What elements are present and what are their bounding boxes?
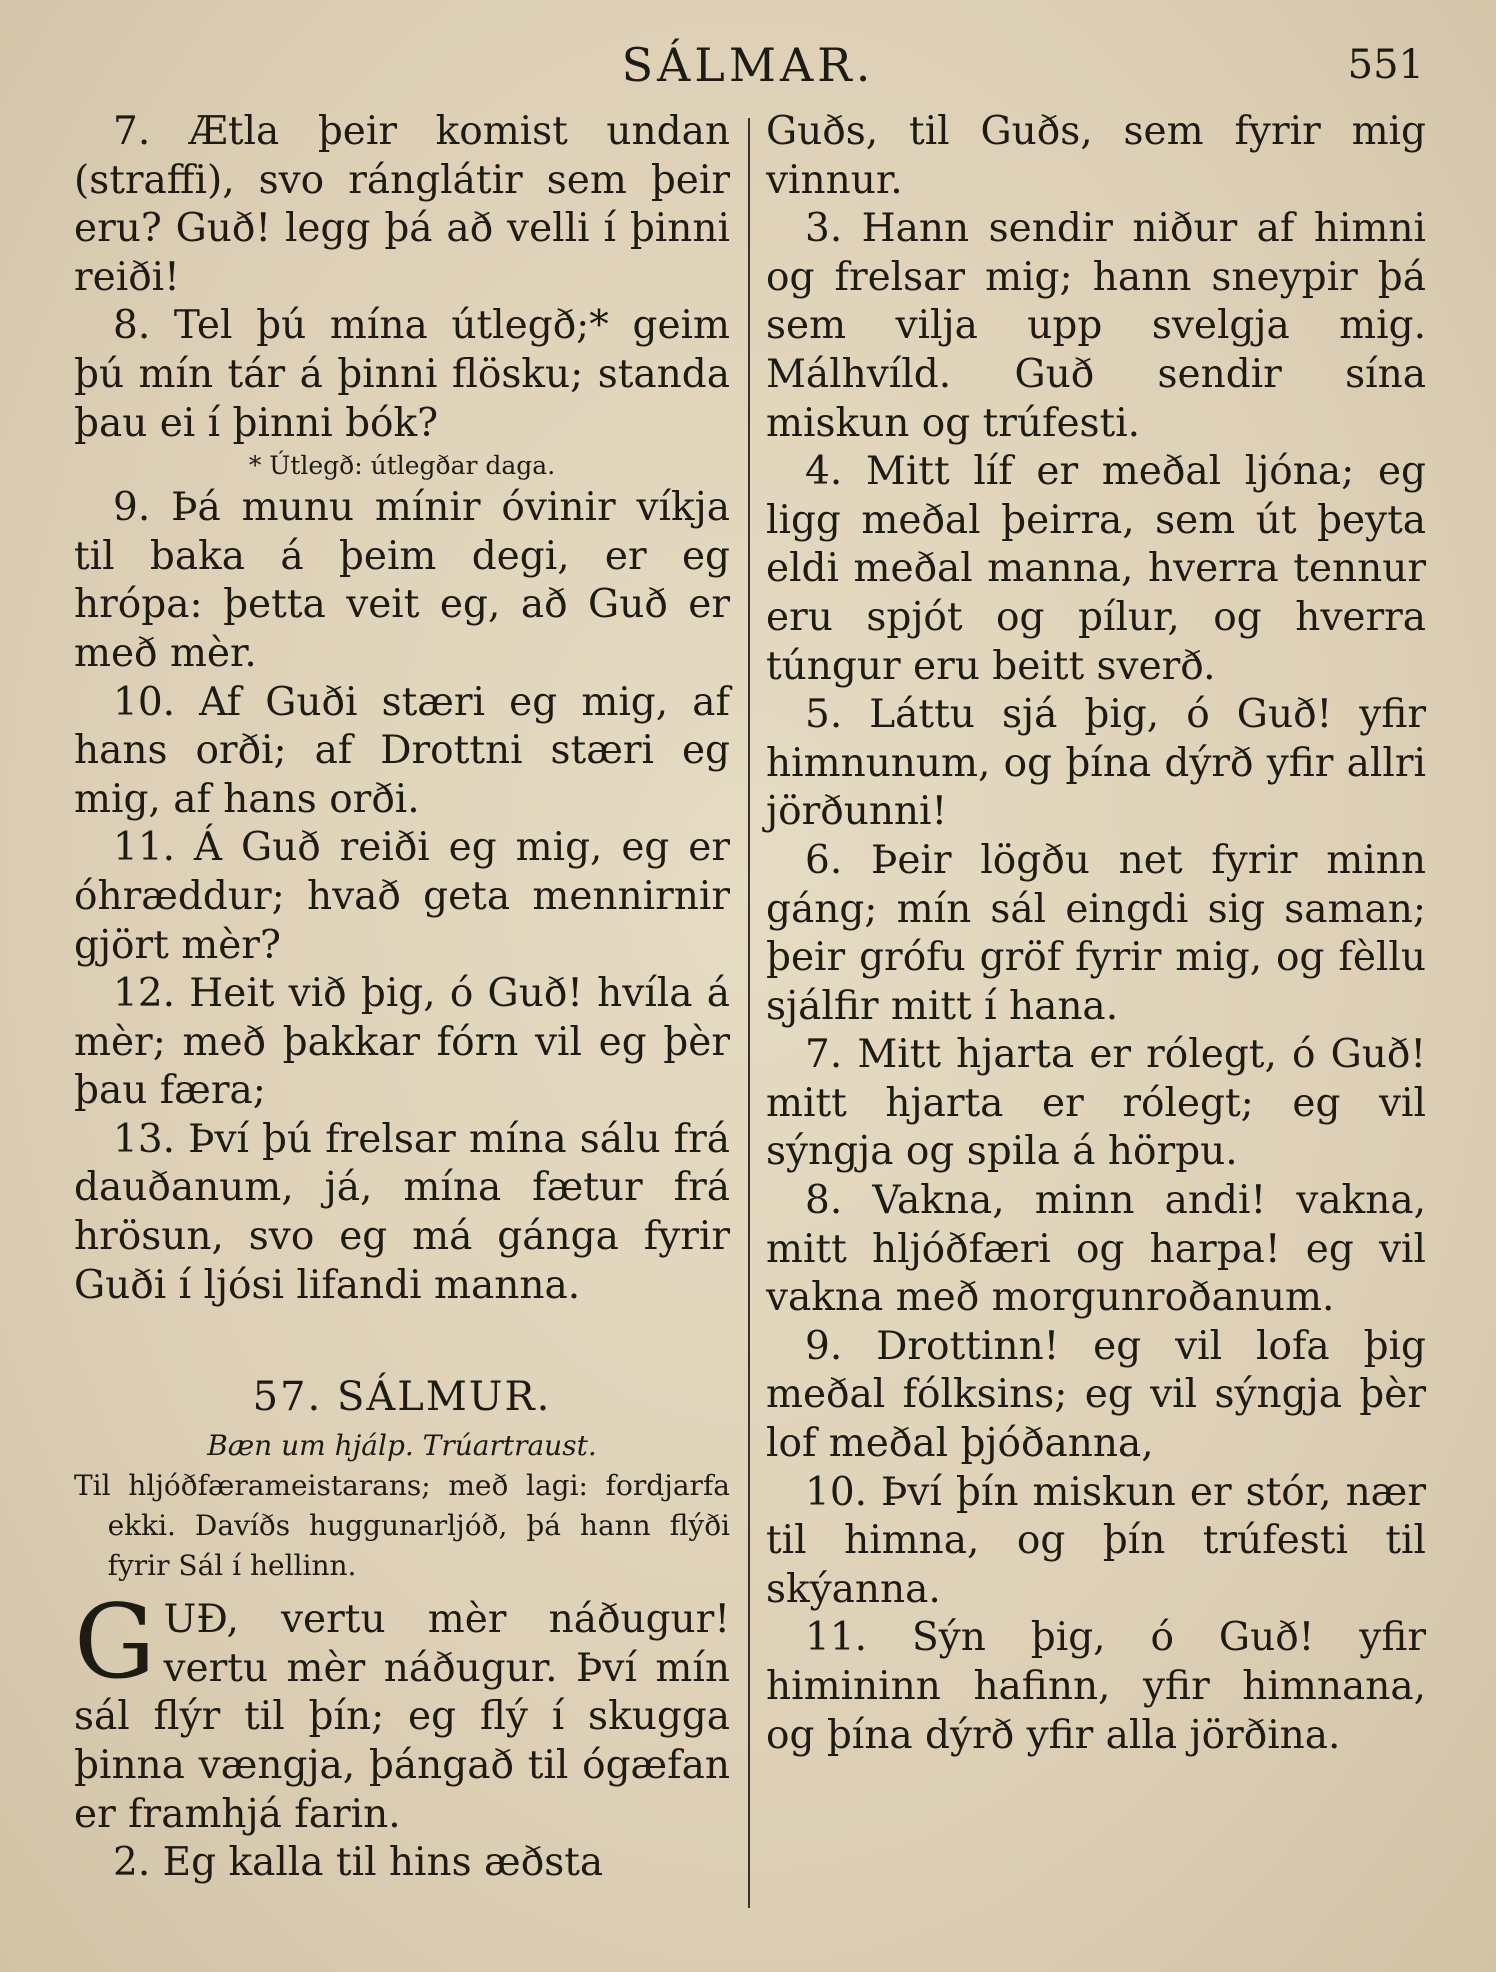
psalm-57-verse-11: 11. Sýn þig, ó Guð! yfir himininn hafinn, yfir himnana, og þína dýrð yfir alla jörðina. [766,1615,1426,1758]
psalm-57-verse-5: 5. Láttu sjá þig, ó Guð! yfir himnunum, og þína dýrð yfir allri jörðunni! [766,692,1426,835]
verse-13: 13. Því þú frelsar mína sálu frá dauðanum, já, mína fætur frá hrösun, svo eg má gánga fyrir Guði í ljósi lifandi manna. [74,1116,730,1308]
verse-8: 8. Tel þú mína útlegð;* geim þú mín tár á þinni flösku; standa þau ei í þinni bók? [74,303,730,446]
psalm-57-superscription: Til hljóðfærameistarans; með lagi: fordjarfa ekki. Davíðs huggunarljóð, þá hann flýði fyrir Sál í hellinn. [74,1469,730,1583]
psalm-57-verse-8: 8. Vakna, minn andi! vakna, mitt hljóðfæri og harpa! eg vil vakna með morgunroðanum. [766,1178,1426,1321]
verse-2-continuation: Guðs, til Guðs, sem fyrir mig vinnur. [766,109,1426,203]
running-head [0,38,1496,98]
verse-11: 11. Á Guð reiði eg mig, eg er óhræddur; hvað geta mennirnir gjört mèr? [74,825,730,968]
right-column [766,108,1426,1760]
psalm-57-subtitle: Bæn um hjálp. Trúartraust. [207,1429,597,1463]
psalm-57-verse-1-text: UÐ, vertu mèr náðugur! vertu mèr náðugur. Því mín sál flýr til þín; eg flý í skugga þinna vængja, þángað til ógæfan er framhjá farin. [74,1597,730,1837]
psalm-57-verse-4: 4. Mitt líf er meðal ljóna; eg ligg meðal þeirra, sem út þeyta eldi meðal manna, hverra tennur eru spjót og pílur, og hverra túngur eru beitt sverð. [766,449,1426,689]
psalm-57-verse-9: 9. Drottinn! eg vil lofa þig meðal fólksins; eg vil sýngja þèr lof meðal þjóðanna, [766,1323,1426,1467]
footnote: * Útlegð: útlegðar daga. [248,451,556,481]
psalm-57-verse-2-start: 2. Eg kalla til hins æðsta [113,1840,604,1886]
verse-10: 10. Af Guði stæri eg mig, af hans orði; af Drottni stæri eg mig, af hans orði. [74,679,730,822]
left-column [74,108,730,1888]
running-title: SÁLMAR. [621,38,875,92]
psalm-57-verse-7: 7. Mitt hjarta er rólegt, ó Guð! mitt hjarta er rólegt; eg vil sýngja og spila á hörpu. [766,1032,1426,1175]
psalm-57-heading: 57. SÁLMUR. [252,1374,552,1421]
drop-cap: G [74,1583,156,1703]
psalm-57-verse-3: 3. Hann sendir niður af himni og frelsar mig; hann sneypir þá sem vilja upp svelgja mig. Málhvíld. Guð sendir sína miskun og trúfesti. [766,206,1426,446]
page-number: 551 [1347,42,1424,88]
psalm-57-verse-6: 6. Þeir lögðu net fyrir minn gáng; mín sál eingdi sig saman; þeir grófu gröf fyrir mig, og fèllu sjálfir mitt í hana. [766,837,1426,1029]
verse-12: 12. Heit við þig, ó Guð! hvíla á mèr; með þakkar fórn vil eg þèr þau færa; [74,971,730,1114]
verse-7: 7. Ætla þeir komist undan (straffi), svo ránglátir sem þeir eru? Guð! legg þá að velli í þinni reiði! [74,109,730,300]
psalm-57-verse-10: 10. Því þín miskun er stór, nær til himna, og þín trúfesti til skýanna. [766,1469,1426,1612]
column-divider [748,118,750,1908]
verse-9: 9. Þá munu mínir óvinir víkja til baka á þeim degi, er eg hrópa: þetta veit eg, að Guð er með mèr. [74,485,730,676]
psalm-57-verse-1 [74,1583,730,1839]
